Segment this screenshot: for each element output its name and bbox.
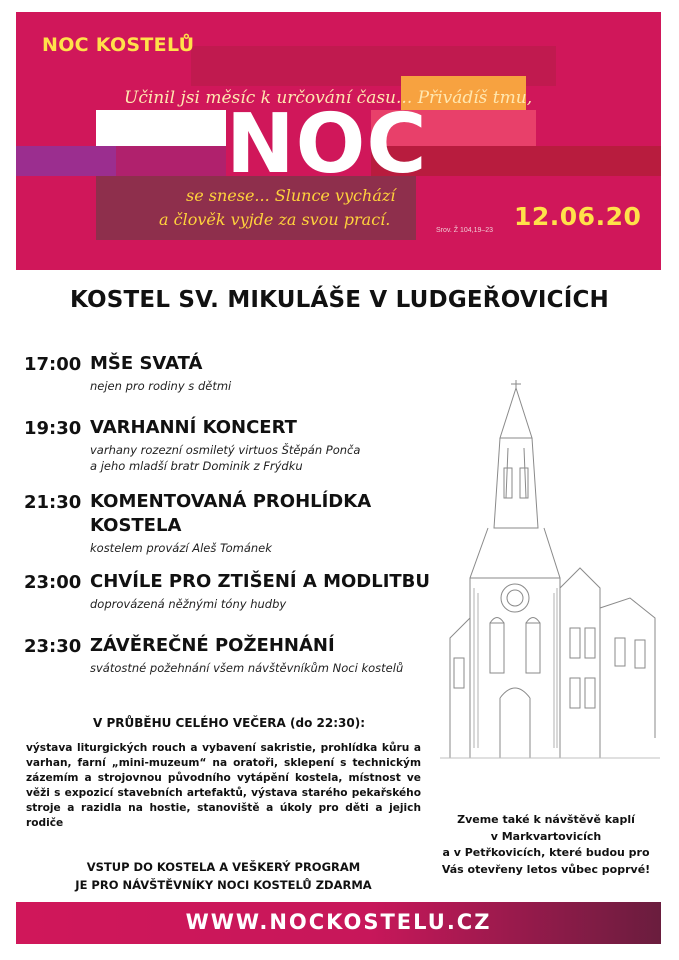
program-desc: a jeho mladší bratr Dominik z Frýdku [90,459,303,473]
footer-banner [16,902,661,944]
whole-evening-heading: V PRŮBĚHU CELÉHO VEČERA (do 22:30): [93,716,365,730]
church-sketch-image [430,378,665,768]
verse-line-3: a člověk vyjde za svou prací. [159,210,391,229]
chapel-invitation [428,812,664,878]
free-entry-line: VSTUP DO KOSTELA A VEŠKERÝ PROGRAM [86,860,361,874]
brand-logo-text: NOC KOSTELŮ [42,34,195,56]
verse-reference: Srov. Ž 104,19–23 [436,227,494,234]
banner-stripe [116,146,226,176]
verse-line-2: se snese... Slunce vychází [186,186,396,205]
invite-line: Vás otevřeny letos vůbec poprvé! [441,862,651,876]
program-desc: svátostné požehnání všem návštěvníkům Noci kostelů [90,661,404,675]
verse-line-1: Učinil jsi měsíc k určování času... Přivádíš tmu, [124,88,533,108]
program-name: ZÁVĚREČNÉ POŽEHNÁNÍ [90,635,335,656]
invite-line: a v Petřkovicích, které budou pro [442,846,650,859]
program-time: 21:30 [24,492,82,513]
whole-evening-text: výstava liturgických rouch a vybavení sakristie, prohlídka kůru a varhan, farní „mini-muzeum“ na oratoři, sklepení s technickým zázemím a strojovnou původního vytápění kostela, místnost ve věži s expozicí stavebních artefaktů, výstava starého pekařského stroje a razidla na hostie, stanoviště a úkoly pro děti a jejich rodiče [26,742,421,829]
banner-stripe [16,146,116,176]
program-name: CHVÍLE PRO ZTIŠENÍ A MODLITBU [90,571,431,592]
invite-line: Zveme také k návštěvě kaplí [457,813,635,826]
program-desc: varhany rozezní osmiletý virtuos Štěpán Ponča [90,443,361,457]
event-date: 12.06.20 [514,202,642,231]
website-link[interactable]: WWW.NOCKOSTELU.CZ [185,910,492,934]
header-banner [16,12,661,270]
program-desc: nejen pro rodiny s dětmi [90,379,232,393]
big-noc-heading: NOC [226,97,428,192]
free-entry-line: JE PRO NÁVŠTĚVNÍKY NOCI KOSTELŮ ZDARMA [75,878,372,892]
program-name: KOMENTOVANÁ PROHLÍDKA KOSTELA [90,491,372,536]
program-time: 17:00 [24,354,82,375]
program-time: 23:00 [24,572,82,593]
program-time: 19:30 [24,418,82,439]
program-desc: doprovázená něžnými tóny hudby [90,597,287,611]
banner-stripe [96,110,226,146]
page-title: KOSTEL SV. MIKULÁŠE V LUDGEŘOVICÍCH [70,287,609,313]
banner-stripe [536,110,661,146]
invite-line: v Markvartovicích [490,829,602,843]
program-name: VARHANNÍ KONCERT [90,417,297,438]
program-name: MŠE SVATÁ [90,353,203,374]
program-desc: kostelem provází Aleš Tománek [90,541,272,555]
program-time: 23:30 [24,636,82,657]
